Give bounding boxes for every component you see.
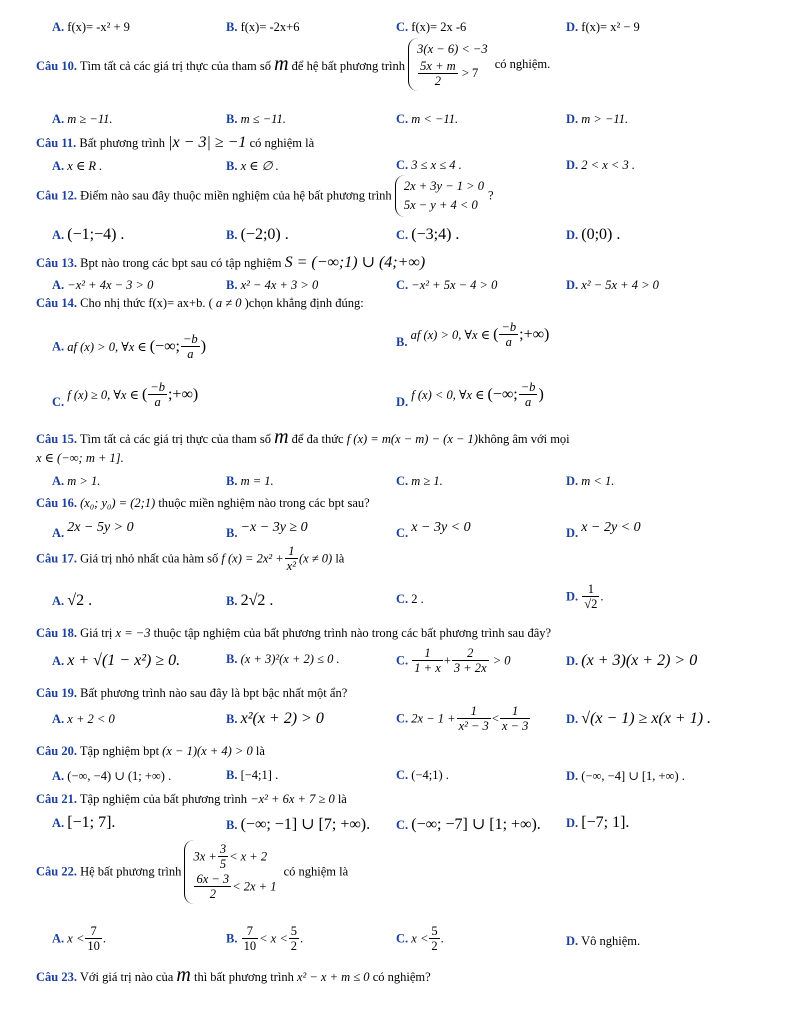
q9-option-d: D. f(x)= x² − 9 — [566, 20, 640, 34]
q16-option-c: C. x − 3y < 0 — [396, 520, 471, 540]
q12-option-d: D. (0;0) . — [566, 226, 621, 243]
q18-option-a: A. x + √(1 − x²) ≥ 0. — [52, 652, 181, 669]
q22-option-a: A. x < $\frac{7}{10}$ . — [52, 924, 107, 954]
q17-option-c: C. 2 . — [396, 592, 424, 606]
q18-option-b: B. (x + 3)²(x + 2) ≤ 0 . — [226, 652, 340, 666]
question-19: Câu 19. Bất phương trình nào sau đây là bpt bậc nhất một ẩn? — [36, 686, 348, 700]
question-14: Câu 14. Cho nhị thức f(x)= ax+b. ( a ≠ 0 )chọn khẳng định đúng: — [36, 296, 364, 310]
question-11: Câu 11. Bất phương trình |x − 3| ≥ −1 có nghiệm là — [36, 134, 315, 151]
q10-system: 3(x − 6) < −3 $\frac{5x + m}{2}$ > 7 — [408, 38, 491, 91]
q13-option-b: B. x² − 4x + 3 > 0 — [226, 278, 319, 292]
q11-option-c: C. 3 ≤ x ≤ 4 . — [396, 158, 462, 172]
question-12: Câu 12. Điểm nào sau đây thuộc miền nghiệm của hệ bất phương trình 2x + 3y − 1 > 0 5x − y + 4 < 0 ? — [36, 175, 494, 217]
q21-option-a: A. [−1; 7]. — [52, 814, 116, 831]
question-20: Câu 20. Tập nghiệm bpt (x − 1)(x + 4) > 0 là — [36, 744, 265, 758]
question-13: Câu 13. Bpt nào trong các bpt sau có tập nghiệm S = (−∞;1) ∪ (4;+∞) — [36, 254, 426, 271]
q16-option-a: A. 2x − 5y > 0 — [52, 520, 134, 540]
q9-option-b: B. f(x)= -2x+6 — [226, 20, 300, 34]
q10-option-a: A. m ≥ −11. — [52, 112, 113, 126]
q19-option-b: B. x²(x + 2) > 0 — [226, 710, 324, 727]
q22-option-b: B. $\frac{7}{10}$ < x < $\frac{5}{2}$ . — [226, 924, 304, 954]
q22-option-d: D. Vô nghiệm. — [566, 934, 641, 948]
q10-option-d: D. m > −11. — [566, 112, 629, 126]
q15-option-d: D. m < 1. — [566, 474, 615, 488]
q10-option-c: C. m < −11. — [396, 112, 459, 126]
q20-option-a: A. (−∞, −4) ∪ (1; +∞) . — [52, 769, 172, 783]
q15-option-b: B. m = 1. — [226, 474, 274, 488]
q21-option-d: D. [−7; 1]. — [566, 814, 630, 831]
q12-option-a: A. (−1;−4) . — [52, 226, 125, 243]
question-10: Câu 10. Tìm tất cả các giá trị thực của tham số m để hệ bất phương trình 3(x − 6) < −3 $\frac{5x + m}{2}$ > 7 có nghiệm. — [36, 38, 550, 91]
q19-option-d: D. √(x − 1) ≥ x(x + 1) . — [566, 710, 712, 727]
q13-option-a: A. −x² + 4x − 3 > 0 — [52, 278, 154, 292]
q17-option-a: A. √2 . — [52, 592, 93, 609]
q11-option-a: A. x ∈ R . — [52, 159, 103, 173]
q22-system: 3x + $\frac{3}{5}$ < x + 2 $\frac{6x - 3}{2}$ < 2x + 1 — [184, 840, 280, 904]
question-15: Câu 15. Tìm tất cả các giá trị thực của tham số m để đa thức f (x) = m(x − m) − (x − 1)không âm với mọi — [36, 426, 570, 448]
q15-option-a: A. m > 1. — [52, 474, 101, 488]
q20-option-b: B. [−4;1] . — [226, 768, 279, 782]
q21-option-c: C. (−∞; −7] ∪ [1; +∞). — [396, 816, 541, 833]
q20-option-c: C. (−4;1) . — [396, 768, 449, 782]
question-18: Câu 18. Giá trị x = −3 thuộc tập nghiệm của bất phương trình nào trong các bất phương trình sau đây? — [36, 626, 552, 640]
q12-option-b: B. (−2;0) . — [226, 226, 289, 243]
q14-option-b: B. af (x) > 0, ∀x ∈ ( $\frac{-b}{a}$ ;+∞) — [396, 320, 550, 350]
q19-option-a: A. x + 2 < 0 — [52, 712, 115, 726]
question-15-line2: x ∈ (−∞; m + 1]. — [36, 451, 124, 465]
q17-option-b: B. 2√2 . — [226, 592, 274, 609]
question-17: Câu 17. Giá trị nhỏ nhất của hàm số f (x) = 2x² + $\frac{1}{\text{x²}}$ (x ≠ 0) là — [36, 544, 345, 574]
q18-option-d: D. (x + 3)(x + 2) > 0 — [566, 652, 698, 669]
q12-option-c: C. (−3;4) . — [396, 226, 460, 243]
q17-option-d: D. $\frac{1}{√2}$ . — [566, 582, 604, 612]
q14-option-c: C. f (x) ≥ 0, ∀x ∈ ( $\frac{-b}{a}$ ;+∞) — [52, 380, 199, 410]
q16-option-b: B. −x − 3y ≥ 0 — [226, 520, 308, 540]
q16-option-d: D. x − 2y < 0 — [566, 520, 641, 540]
q11-option-d: D. 2 < x < 3 . — [566, 158, 635, 172]
q10-option-b: B. m ≤ −11. — [226, 112, 286, 126]
question-21: Câu 21. Tập nghiệm của bất phương trình −x² + 6x + 7 ≥ 0 là — [36, 792, 347, 806]
question-23: Câu 23. Với giá trị nào của m thì bất phương trình x² − x + m ≤ 0 có nghiệm? — [36, 964, 431, 986]
q18-option-c: C. $\frac{1}{1 + x}$ + $\frac{2}{3 + 2x}$ > 0 — [396, 646, 511, 676]
q12-system: 2x + 3y − 1 > 0 5x − y + 4 < 0 — [395, 175, 488, 217]
q22-option-c: C. x < $\frac{5}{2}$ . — [396, 924, 444, 954]
q9-option-a: A. f(x)= -x² + 9 — [52, 20, 130, 34]
q13-option-c: C. −x² + 5x − 4 > 0 — [396, 278, 498, 292]
q21-option-b: B. (−∞; −1] ∪ [7; +∞). — [226, 816, 371, 833]
q9-option-c: C. f(x)= 2x -6 — [396, 20, 467, 34]
q20-option-d: D. (−∞, −4] ∪ [1, +∞) . — [566, 769, 685, 783]
q14-option-a: A. af (x) > 0, ∀x ∈ (−∞; $\frac{-b}{a}$ ) — [52, 332, 207, 362]
question-22: Câu 22. Hệ bất phương trình 3x + $\frac{3}{5}$ < x + 2 $\frac{6x - 3}{2}$ < 2x + 1 có nghiệm là — [36, 840, 348, 904]
q15-option-c: C. m ≥ 1. — [396, 474, 443, 488]
q19-option-c: C. 2x − 1 + $\frac{1}{\text{x² − 3}}$ < $\frac{1}{x - 3}$ — [396, 704, 529, 734]
q14-option-d: D. f (x) < 0, ∀x ∈ (−∞; $\frac{-b}{a}$ ) — [396, 380, 544, 410]
q13-option-d: D. x² − 5x + 4 > 0 — [566, 278, 659, 292]
q11-option-b: B. x ∈ ∅ . — [226, 159, 279, 173]
question-16: Câu 16. (x₀; y₀) = (2;1) thuộc miền nghiệm nào trong các bpt sau? — [36, 496, 370, 510]
